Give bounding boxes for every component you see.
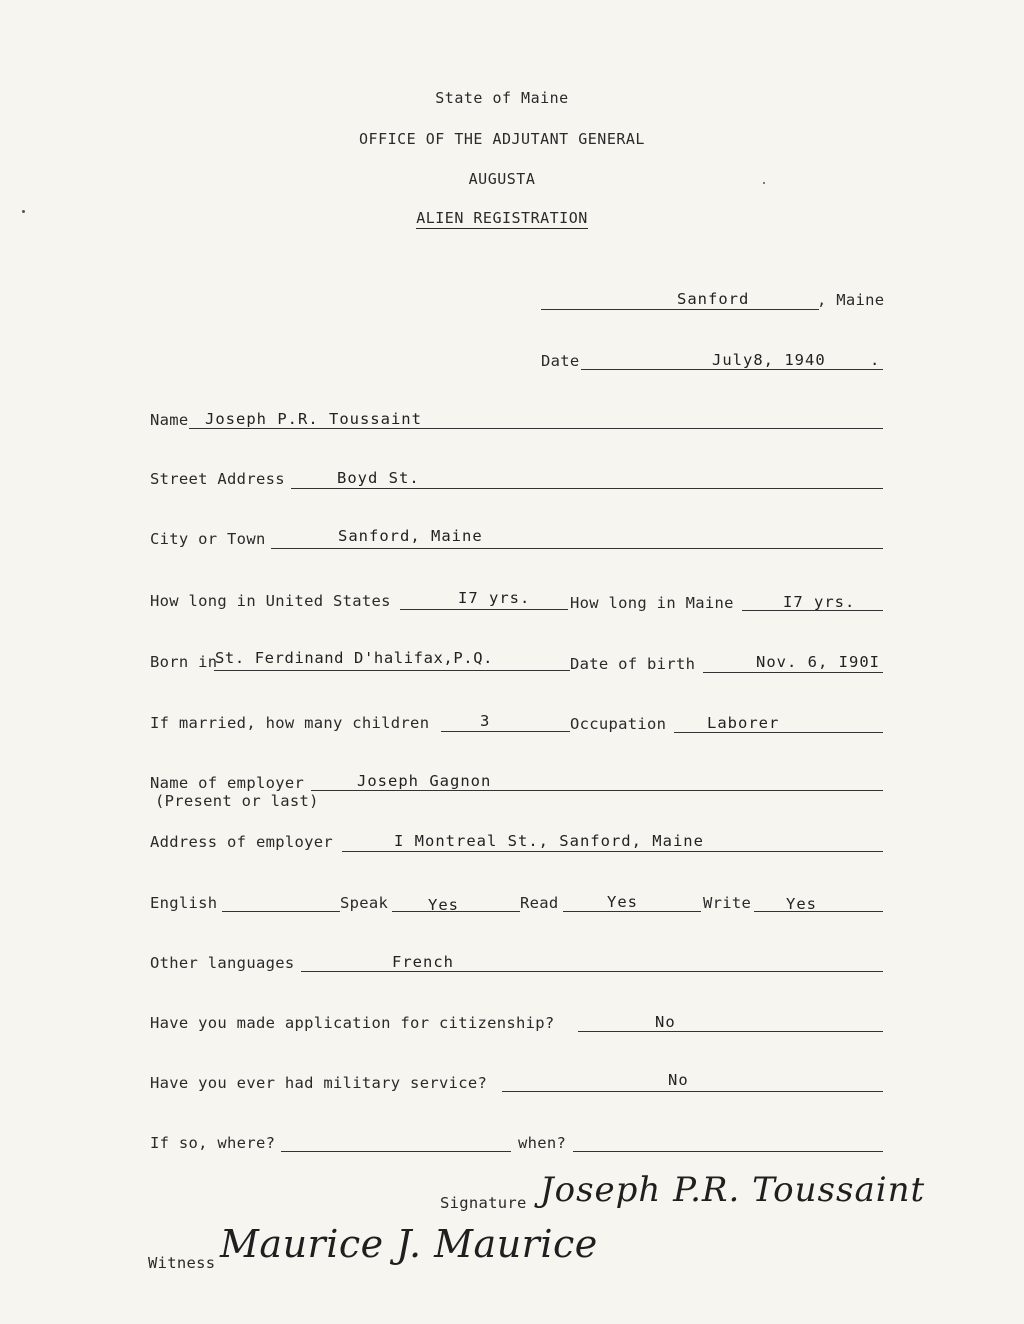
employer-address-label: Address of employer <box>150 833 334 851</box>
maine-duration-value: I7 yrs. <box>783 593 856 611</box>
when-label: when? <box>518 1134 567 1152</box>
write-label: Write <box>703 894 752 912</box>
state-suffix: , Maine <box>817 291 885 309</box>
occupation-value: Laborer <box>707 714 780 732</box>
town-value: Sanford <box>677 290 750 308</box>
other-languages-value: French <box>392 953 454 971</box>
us-duration-value: I7 yrs. <box>458 589 531 607</box>
born-label: Born in <box>150 653 218 671</box>
city-heading: AUGUSTA <box>468 170 536 188</box>
occupation-line <box>674 732 883 733</box>
born-value: St. Ferdinand D'halifax,P.Q. <box>215 649 494 667</box>
street-line <box>291 488 883 489</box>
english-line <box>222 911 340 912</box>
name-line <box>189 428 883 429</box>
military-line <box>502 1091 883 1092</box>
us-duration-line <box>400 609 568 610</box>
employer-address-value: I Montreal St., Sanford, Maine <box>394 832 704 850</box>
born-line <box>214 670 570 671</box>
read-value: Yes <box>607 893 638 911</box>
military-label: Have you ever had military service? <box>150 1074 488 1092</box>
employer-sublabel: (Present or last) <box>155 792 319 810</box>
street-label: Street Address <box>150 470 285 488</box>
city-line <box>271 548 883 549</box>
office-heading: OFFICE OF THE ADJUTANT GENERAL <box>359 130 645 148</box>
read-label: Read <box>520 894 559 912</box>
employer-value: Joseph Gagnon <box>357 772 492 790</box>
dob-line <box>703 672 883 673</box>
citizenship-label: Have you made application for citizenship? <box>150 1014 555 1032</box>
english-label: English <box>150 894 218 912</box>
witness-label: Witness <box>148 1254 216 1272</box>
city-value: Sanford, Maine <box>338 527 483 545</box>
name-label: Name <box>150 411 189 429</box>
employer-line <box>311 790 883 791</box>
read-line <box>563 911 701 912</box>
date-value: July8, 1940 <box>712 351 826 369</box>
children-value: 3 <box>480 712 491 730</box>
handwritten-signature: Joseph P.R. Toussaint <box>540 1170 926 1210</box>
dob-value: Nov. 6, I90I <box>756 653 880 671</box>
town-line <box>541 309 819 310</box>
write-line <box>754 911 883 912</box>
occupation-label: Occupation <box>570 715 667 733</box>
write-value: Yes <box>786 895 817 913</box>
date-line <box>581 369 883 370</box>
date-trail: . <box>870 351 881 369</box>
date-label: Date <box>541 352 580 370</box>
us-duration-label: How long in United States <box>150 592 391 610</box>
form-title: ALIEN REGISTRATION <box>416 209 588 227</box>
speak-value: Yes <box>428 896 459 914</box>
state-heading: State of Maine <box>435 89 569 107</box>
other-languages-label: Other languages <box>150 954 295 972</box>
signature-label: Signature <box>440 1194 527 1212</box>
speak-label: Speak <box>340 894 389 912</box>
other-languages-line <box>301 971 883 972</box>
dob-label: Date of birth <box>570 655 696 673</box>
city-label: City or Town <box>150 530 266 548</box>
military-value: No <box>668 1071 689 1089</box>
street-value: Boyd St. <box>337 469 420 487</box>
when-line <box>573 1151 883 1152</box>
children-label: If married, how many children <box>150 714 430 732</box>
witness-signature: Maurice J. Maurice <box>220 1222 598 1266</box>
citizenship-value: No <box>655 1013 676 1031</box>
where-line <box>281 1151 511 1152</box>
where-label: If so, where? <box>150 1134 276 1152</box>
children-line <box>441 731 570 732</box>
citizenship-line <box>578 1031 883 1032</box>
name-value: Joseph P.R. Toussaint <box>205 410 422 428</box>
maine-duration-label: How long in Maine <box>570 594 734 612</box>
employer-address-line <box>342 851 883 852</box>
employer-label: Name of employer <box>150 774 305 792</box>
